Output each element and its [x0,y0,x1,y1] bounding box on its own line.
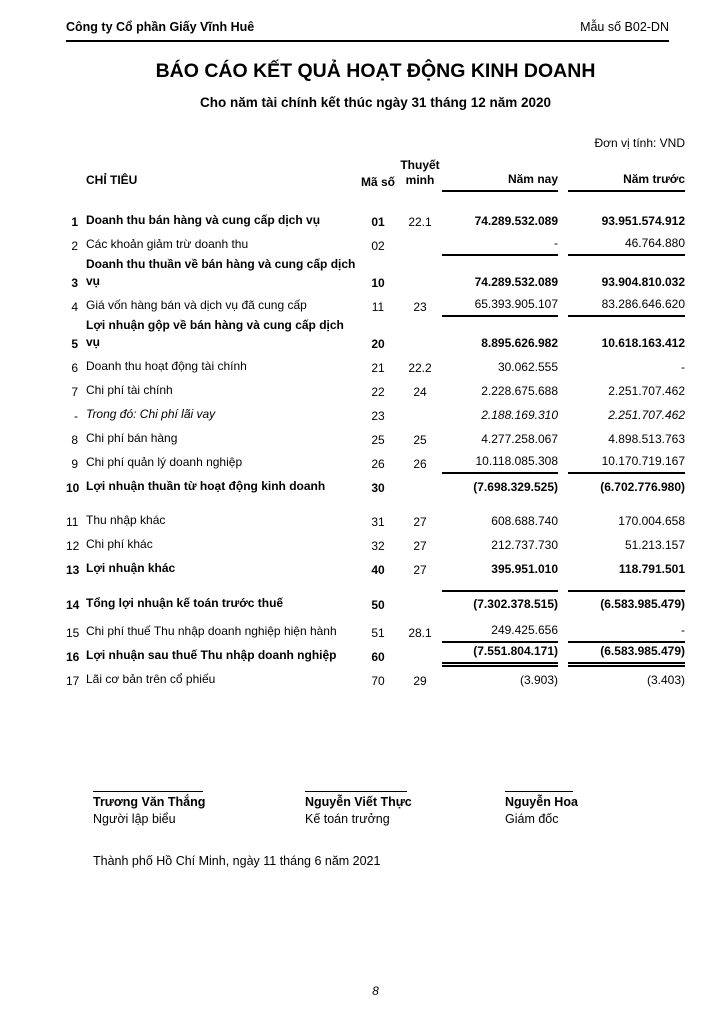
row-code-cell: 01 [371,215,385,229]
table-row [66,317,685,354]
signature-line [505,791,573,792]
row-note-cell [398,664,442,667]
row-prior-cell: (6.702.776.980) [600,480,685,494]
signature-block [66,791,685,839]
row-item-cell: Tổng lợi nhuận kế toán trước thuế [86,596,284,610]
income-statement-table [66,158,685,691]
row-current-cell: 65.393.905.107 [442,297,558,317]
row-current-cell: 2.188.169.310 [481,408,558,422]
row-number-cell: 13 [66,563,80,577]
row-prior-cell: - [568,623,685,643]
table-row [66,402,685,426]
row-code-cell: 50 [371,598,385,612]
row-number-cell: 9 [71,457,78,471]
row-item-cell: Lợi nhuận thuần từ hoạt động kinh doanh [86,479,326,493]
row-note-cell: 28.1 [408,626,432,640]
table-row [66,378,685,402]
row-current-cell: 2.228.675.688 [481,384,558,398]
row-current-cell: 10.118.085.308 [442,454,558,474]
row-item-cell: Doanh thu hoạt động tài chính [86,359,247,373]
signature-name: Nguyễn Hoa [505,795,578,809]
table-row [66,208,685,232]
row-number-cell: 3 [71,276,78,290]
row-number-cell: 1 [71,215,78,229]
signature-line [305,791,407,792]
row-code-cell: 40 [371,563,385,577]
signature-name: Nguyễn Viết Thực [305,795,412,809]
table-row [66,426,685,450]
row-code-cell: 60 [371,650,385,664]
row-number-cell: 6 [71,361,78,375]
row-current-cell: - [442,236,558,256]
row-code-cell: 32 [371,539,385,553]
row-item-cell: Chi phí khác [86,537,153,551]
row-prior-cell: 2.251.707.462 [608,408,685,422]
row-prior-cell: 93.904.810.032 [601,275,685,289]
row-item-cell: Trong đó: Chi phí lãi vay [86,407,216,421]
row-prior-cell: (3.403) [646,673,685,687]
row-prior-cell: 10.170.719.167 [568,454,685,474]
row-number-cell: 2 [71,239,78,253]
row-number-cell: 11 [66,515,79,529]
row-current-cell: 74.289.532.089 [474,275,558,289]
row-note-cell [398,495,442,498]
table-row [66,474,685,498]
row-number-cell: 8 [71,433,78,447]
row-number-cell: 15 [66,626,80,640]
row-number-cell: 5 [71,337,78,351]
row-current-cell: 8.895.626.982 [481,336,558,350]
row-prior-cell: 118.791.501 [618,562,685,576]
row-current-cell: 395.951.010 [491,562,558,576]
currency-unit-label: Đơn vị tính: VND [594,136,685,150]
row-note-cell [398,351,442,354]
row-prior-cell: 46.764.880 [568,236,685,256]
row-code-cell: 20 [371,337,385,351]
report-title: BÁO CÁO KẾT QUẢ HOẠT ĐỘNG KINH DOANH [155,60,596,82]
row-item-cell: Các khoản giảm trừ doanh thu [86,237,249,251]
table-row [66,532,685,556]
row-item-cell: Chi phí quản lý doanh nghiệp [86,455,243,469]
row-item-cell: Doanh thu bán hàng và cung cấp dịch vụ [86,213,321,227]
table-row [66,256,685,293]
row-note-cell [398,612,442,615]
row-number-cell: 14 [66,598,80,612]
row-current-cell: 608.688.740 [491,514,558,528]
row-code-cell: 70 [371,674,385,688]
report-subtitle: Cho năm tài chính kết thúc ngày 31 tháng 12 năm 2020 [199,95,552,110]
row-prior-cell: 93.951.574.912 [601,214,685,228]
row-note-cell: 26 [413,457,427,471]
signature-role: Giám đốc [505,812,559,826]
signature-preparer [93,791,205,826]
row-code-cell: 11 [371,300,385,314]
row-item-cell: Doanh thu thuần về bán hàng và cung cấp dịch vụ [86,257,356,288]
row-note-cell: 27 [413,539,427,553]
row-current-cell: 212.737.730 [491,538,558,552]
row-note-cell: 22.1 [408,215,432,229]
row-code-cell: 25 [371,433,385,447]
table-body [66,208,685,691]
row-code-cell: 30 [371,481,385,495]
row-prior-cell: 83.286.646.620 [568,297,685,317]
row-item-cell: Lãi cơ bản trên cổ phiếu [86,672,216,686]
table-row [66,643,685,667]
row-number-cell: 10 [66,481,80,495]
company-name: Công ty Cổ phần Giấy Vĩnh Huê [66,20,255,34]
row-prior-cell: 51.213.157 [624,538,685,552]
form-number: Mẫu số B02-DN [580,20,669,34]
row-current-cell: (7.698.329.525) [473,480,558,494]
row-prior-cell: 4.898.513.763 [608,432,685,446]
table-row [66,232,685,256]
header-item: CHỈ TIÊU [86,173,138,187]
row-current-cell: 30.062.555 [497,360,558,374]
row-current-cell: (7.551.804.171) [442,644,558,667]
signature-chief-accountant [305,791,412,826]
row-note-cell: 23 [413,300,427,314]
table-header-row [66,158,685,192]
row-code-cell: 02 [371,239,385,253]
row-item-cell: Lợi nhuận khác [86,561,176,575]
row-current-cell: (7.302.378.515) [442,590,558,615]
row-note-cell: 29 [413,674,427,688]
row-prior-cell: (6.583.985.479) [568,644,685,667]
row-note-cell: 27 [413,563,427,577]
row-number-cell: 16 [66,650,80,664]
row-number-cell: 12 [66,539,80,553]
row-number-cell: 4 [71,300,78,314]
table-row [66,619,685,643]
row-number-cell: 7 [71,385,78,399]
header-code: Mã số [360,175,395,189]
header-current-year: Năm nay [442,172,558,192]
header-row-number [66,189,78,192]
date-line: Thành phố Hồ Chí Minh, ngày 11 tháng 6 năm 2021 [93,854,381,868]
row-note-cell [398,290,442,293]
row-current-cell: 4.277.258.067 [481,432,558,446]
row-prior-cell: 170.004.658 [618,514,685,528]
signature-director [505,791,578,826]
row-note-cell [398,423,442,426]
signature-line [93,791,203,792]
row-prior-cell: 10.618.163.412 [601,336,685,350]
row-note-cell [398,253,442,256]
row-code-cell: 51 [371,626,385,640]
row-item-cell: Thu nhập khác [86,513,166,527]
row-item-cell: Lợi nhuận sau thuế Thu nhập doanh nghiệp [86,648,337,662]
table-row [66,556,685,580]
row-code-cell: 26 [371,457,385,471]
row-code-cell: 23 [371,409,385,423]
row-item-cell: Lợi nhuận gộp về bán hàng và cung cấp dịch vụ [86,318,344,349]
row-note-cell: 25 [413,433,427,447]
row-current-cell: 74.289.532.089 [474,214,558,228]
row-code-cell: 21 [371,361,385,375]
table-row [66,450,685,474]
row-prior-cell: - [681,360,685,374]
row-item-cell: Giá vốn hàng bán và dịch vụ đã cung cấp [86,298,307,312]
row-item-cell: Chi phí thuế Thu nhập doanh nghiệp hiện hành [86,624,337,638]
table-row [66,590,685,615]
row-number-cell: - [74,409,78,423]
row-number-cell: 17 [66,674,80,688]
row-code-cell: 31 [371,515,385,529]
row-prior-cell: 2.251.707.462 [608,384,685,398]
row-note-cell: 27 [413,515,427,529]
row-note-cell: 24 [413,385,427,399]
page-number: 8 [372,984,379,998]
table-row [66,293,685,317]
row-prior-cell: (6.583.985.479) [568,590,685,615]
table-row [66,354,685,378]
row-current-cell: (3.903) [519,673,558,687]
row-item-cell: Chi phí bán hàng [86,431,178,445]
document-header [66,20,669,42]
row-code-cell: 22 [371,385,385,399]
table-row [66,667,685,691]
row-note-cell: 22.2 [408,361,432,375]
signature-name: Trương Văn Thắng [93,795,206,809]
row-code-cell: 10 [371,276,385,290]
signature-role: Người lập biểu [93,812,176,826]
header-note: Thuyết minh [400,158,440,187]
table-row [66,508,685,532]
signature-role: Kế toán trưởng [305,812,390,826]
row-current-cell: 249.425.656 [442,623,558,643]
row-item-cell: Chi phí tài chính [86,383,173,397]
header-prior-year: Năm trước [568,172,685,192]
